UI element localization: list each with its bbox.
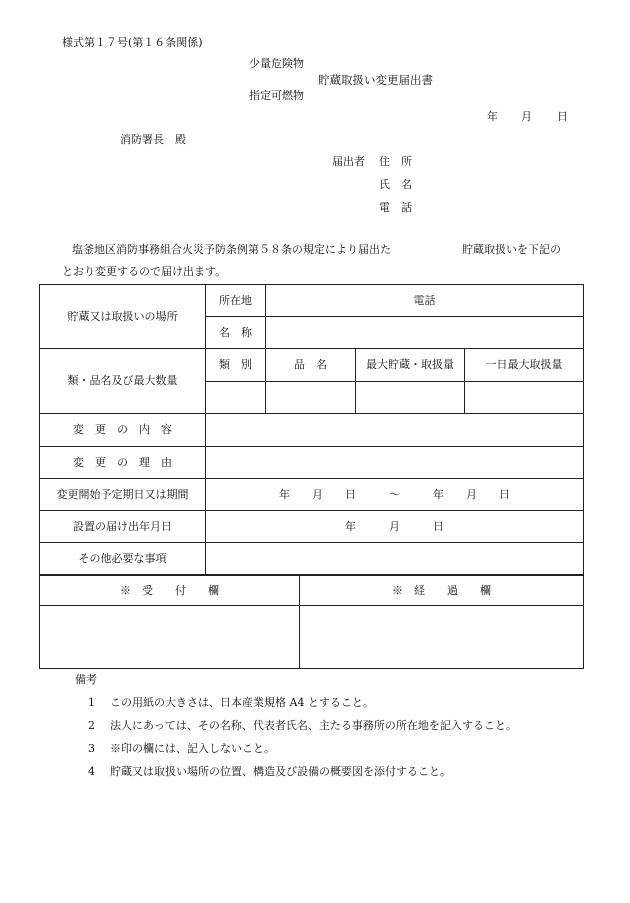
- daily-max-input-cell[interactable]: [465, 382, 584, 414]
- note-number: 2: [88, 719, 95, 732]
- form-number: 様式第１７号(第１６条関係): [62, 36, 203, 49]
- install-date-label: 設置の届け出年月日: [40, 511, 206, 543]
- addressee: 消防署長 殿: [120, 133, 186, 146]
- date-day: 日: [557, 110, 568, 123]
- applicant-address-label: 住 所: [379, 155, 412, 168]
- reception-column-header: ※ 受 付 欄: [40, 576, 300, 606]
- kind-label: 類・品名及び最大数量: [40, 349, 206, 414]
- reception-box: [40, 606, 300, 669]
- name-input-cell[interactable]: [266, 317, 584, 349]
- date-year: 年: [487, 110, 498, 123]
- class-input-cell[interactable]: [206, 382, 266, 414]
- phone-cell-label[interactable]: 電話: [266, 285, 584, 317]
- note-text: 貯蔵又は取扱い場所の位置、構造及び設備の概要図を添付すること。: [110, 765, 451, 778]
- small-hazard-label: 少量危険物: [249, 57, 304, 70]
- period-label: 変更開始予定期日又は期間: [40, 479, 206, 511]
- other-items-label: その他必要な事項: [40, 543, 206, 575]
- progress-column-header: ※ 経 過 欄: [300, 576, 584, 606]
- col-class-header: 類 別: [206, 349, 266, 382]
- note-number: 4: [88, 765, 95, 778]
- notes-heading: 備考: [75, 673, 97, 686]
- col-item-header: 品 名: [266, 349, 356, 382]
- document-title: 貯蔵取扱い変更届出書: [318, 73, 433, 87]
- name-cell-label: 名 称: [206, 317, 266, 349]
- note-text: この用紙の大きさは、日本産業規格 A4 とすること。: [110, 696, 374, 709]
- change-reason-input-cell[interactable]: [206, 447, 584, 479]
- date-month: 月: [521, 110, 532, 123]
- other-items-input-cell[interactable]: [206, 543, 584, 575]
- max-storage-input-cell[interactable]: [356, 382, 465, 414]
- office-use-table: [39, 575, 584, 669]
- intro-line-2: とおり変更するので届け出ます。: [62, 265, 227, 278]
- progress-box: [300, 606, 584, 669]
- intro-line-1: 塩釜地区消防事務組合火災予防条例第５８条の規定により届出た: [72, 243, 391, 256]
- change-content-label: 変 更 の 内 容: [40, 414, 206, 447]
- intro-line-1-end: 貯蔵取扱いを下記の: [462, 243, 561, 256]
- note-text: ※印の欄には、記入しないこと。: [110, 742, 275, 755]
- note-text: 法人にあっては、その名称、代表者氏名、主たる事務所の所在地を記入すること。: [110, 719, 517, 732]
- col-daily-max-header: 一日最大取扱量: [465, 349, 584, 382]
- note-number: 3: [88, 742, 95, 755]
- address-cell-label: 所在地: [206, 285, 266, 317]
- change-content-input-cell[interactable]: [206, 414, 584, 447]
- location-label: 貯蔵又は取扱いの場所: [40, 285, 206, 349]
- install-date-value[interactable]: 年 月 日: [206, 511, 584, 543]
- applicant-phone-label: 電 話: [379, 201, 412, 214]
- period-value[interactable]: 年 月 日 ～ 年 月 日: [206, 479, 584, 511]
- item-input-cell[interactable]: [266, 382, 356, 414]
- note-number: 1: [88, 696, 95, 709]
- designated-combustible-label: 指定可燃物: [249, 89, 304, 102]
- change-reason-label: 変 更 の 理 由: [40, 447, 206, 479]
- col-max-storage-header: 最大貯蔵・取扱量: [356, 349, 465, 382]
- applicant-name-label: 氏 名: [379, 178, 412, 191]
- applicant-label: 届出者: [332, 155, 365, 168]
- form-table: [39, 284, 584, 575]
